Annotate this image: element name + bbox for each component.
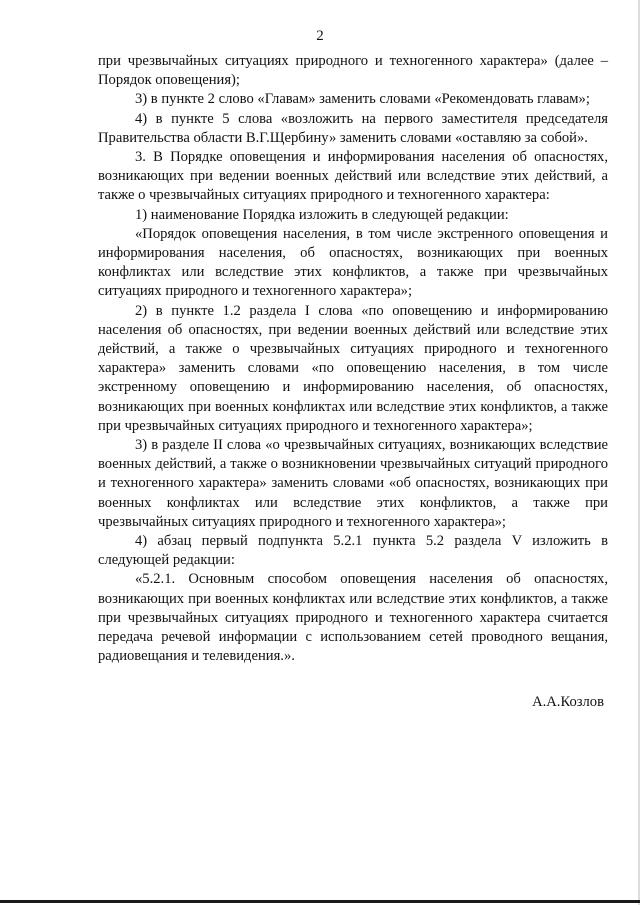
paragraph-item-3-heads: 3) в пункте 2 слово «Главам» заменить словами «Рекомендовать главам»; bbox=[135, 91, 590, 108]
paragraph-item-2-clause: 2) в пункте 1.2 раздела I слова «по оповещению и информированию населения об опасностях, при ведении военных действий или вследствие этих действий, а также о чрезвычайных ситуациях природного и техногенного характера» заменить словами «по оповещению населения, в том числе экстренному оповещению и информированию населения, об опасностях, возникающих при военных конфликтах или вследствие этих конфликтов, а также при чрезвычайных ситуациях природного и техногенного характера»; bbox=[98, 302, 608, 434]
signature-name: А.А.Козлов bbox=[532, 694, 604, 710]
paragraph-continuation: при чрезвычайных ситуациях природного и техногенного характера» (далее – Порядок оповещения); bbox=[98, 53, 608, 89]
document-body bbox=[98, 52, 608, 667]
paragraph-item-4-subclause: 4) абзац первый подпункта 5.2.1 пункта 5.2 раздела V изложить в следующей редакции: bbox=[98, 533, 608, 569]
paragraph-item-3-section-ii: 3) в разделе II слова «о чрезвычайных ситуациях, возникающих вследствие военных действий, а также о возникновении чрезвычайных ситуаций природного и техногенного характера» заменить словами «об опасностях, возникающих при военных конфликтах или вследствие этих конфликтов, а также при чрезвычайных ситуациях природного и техногенного характера»; bbox=[98, 437, 608, 530]
paragraph-new-subclause-quote: «5.2.1. Основным способом оповещения населения об опасностях, возникающих при военных конфликтах или вследствие этих конфликтов, а также при чрезвычайных ситуациях природного и техногенного характера считается передача речевой информации с использованием сетей проводного вещания, радиовещания и телевидения.». bbox=[98, 571, 608, 665]
paragraph-item-1-title: 1) наименование Порядка изложить в следующей редакции: bbox=[135, 206, 509, 223]
scan-edge-bottom bbox=[0, 900, 640, 903]
paragraph-item-4-responsibility: 4) в пункте 5 слова «возложить на первого заместителя председателя Правительства области В.Г.Щербину» заменить словами «оставляю за собой». bbox=[98, 110, 608, 146]
paragraph-section-3-intro: 3. В Порядке оповещения и информирования населения об опасностях, возникающих при ведении военных действий или вследствие этих действий, а также о чрезвычайных ситуациях природного и техногенного характера: bbox=[98, 149, 608, 204]
page-number: 2 bbox=[316, 28, 324, 44]
paragraph-new-title-quote: «Порядок оповещения населения, в том числе экстренного оповещения и информирования населения, об опасностях, возникающих при военных конфликтах или вследствие этих конфликтов, а также при чрезвычайных ситуациях природного и техногенного характера»; bbox=[98, 225, 608, 300]
